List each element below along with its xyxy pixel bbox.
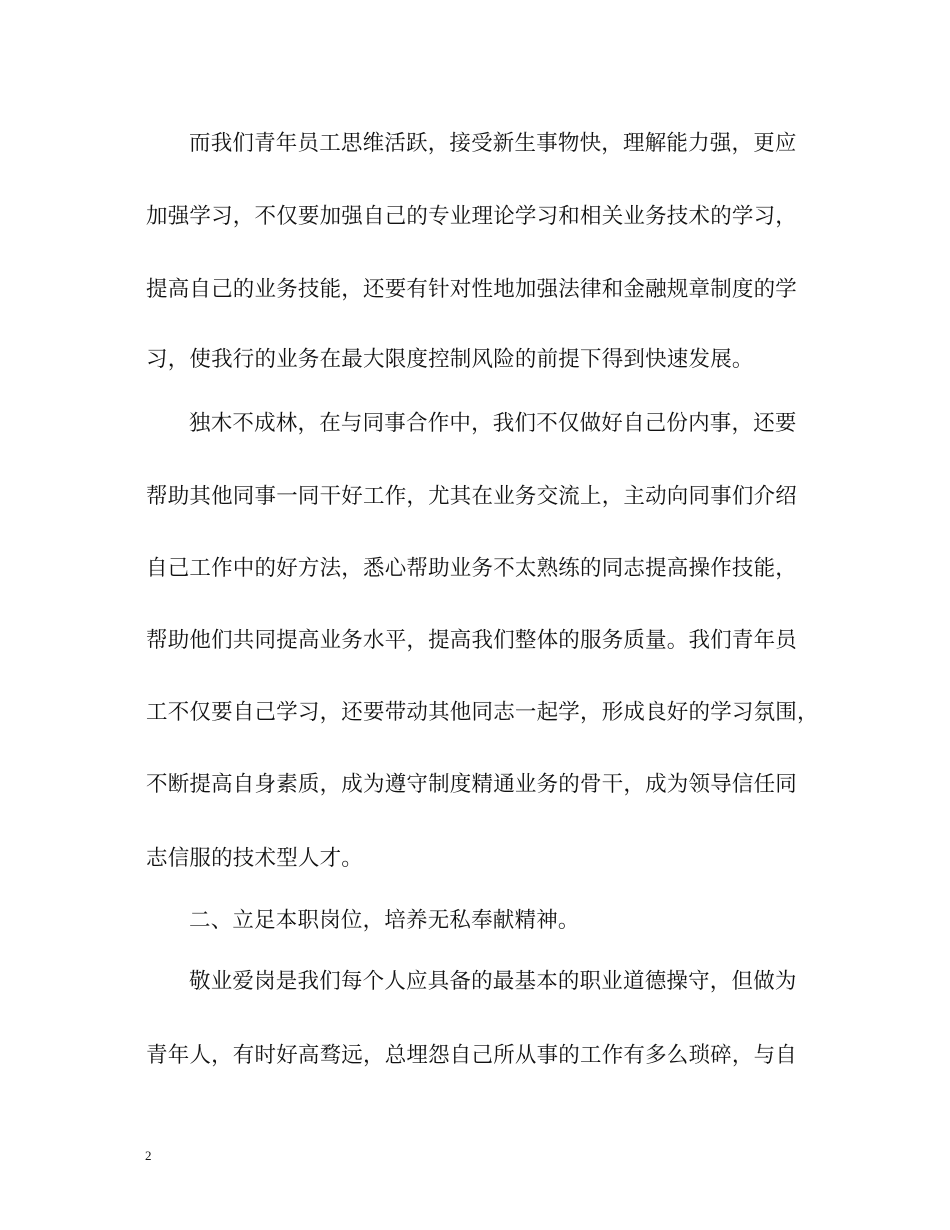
paragraph-line: 不断提高自身素质，成为遵守制度精通业务的骨干，成为领导信任同 [146,772,798,797]
paragraph-line: 自己工作中的好方法，悉心帮助业务不太熟练的同志提高操作技能， [146,556,798,581]
paragraph-line: 习，使我行的业务在最大限度控制风险的前提下得到快速发展。 [146,347,754,372]
paragraph-line: 敬业爱岗是我们每个人应具备的最基本的职业道德操守，但做为 [189,969,797,994]
paragraph-line: 而我们青年员工思维活跃，接受新生事物快，理解能力强，更应 [189,131,797,156]
paragraph-line: 志信服的技术型人才。 [146,846,364,871]
paragraph-line: 青年人，有时好高骛远，总埋怨自己所从事的工作有多么琐碎，与自 [146,1043,798,1068]
paragraph-line: 提高自己的业务技能，还要有针对性地加强法律和金融规章制度的学 [146,277,798,302]
paragraph-line: 独木不成林，在与同事合作中，我们不仅做好自己份内事，还要 [189,411,797,436]
paragraph-line: 加强学习，不仅要加强自己的专业理论学习和相关业务技术的学习， [146,204,798,229]
section-heading: 二、立足本职岗位，培养无私奉献精神。 [189,908,580,933]
paragraph-line: 帮助他们共同提高业务水平，提高我们整体的服务质量。我们青年员 [146,628,798,653]
paragraph-line: 工不仅要自己学习，还要带动其他同志一起学，形成良好的学习氛围， [146,700,819,725]
paragraph-line: 帮助其他同事一同干好工作，尤其在业务交流上，主动向同事们介绍 [146,484,798,509]
page-number: 2 [145,1148,152,1163]
